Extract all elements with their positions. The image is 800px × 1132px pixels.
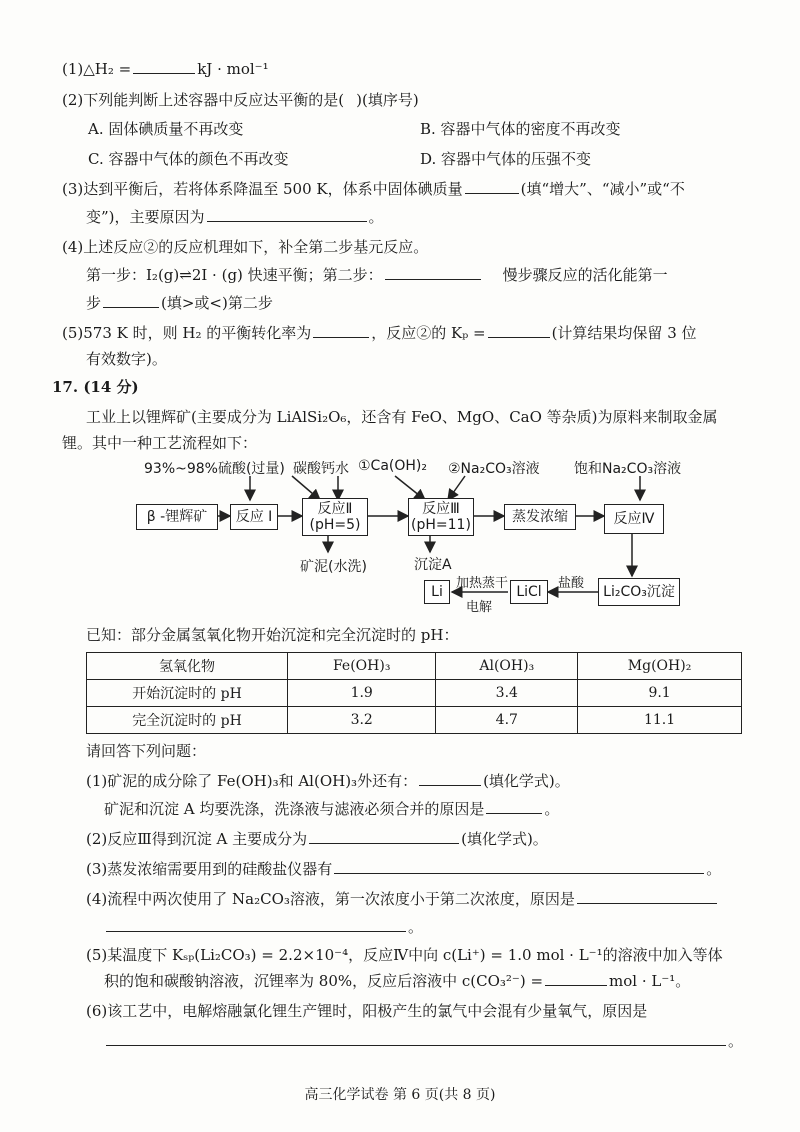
- q16-option-b: B. 容器中气体的密度不再改变: [420, 120, 621, 138]
- reagent-sodium-carbonate: ②Na₂CO₃溶液: [448, 461, 540, 477]
- q16-option-d: D. 容器中气体的压强不变: [420, 150, 592, 168]
- table-header-cell: Al(OH)₃: [436, 653, 578, 680]
- q17-answer-5b: 积的饱和碳酸钠溶液，沉锂率为 80%，反应后溶液中 c(CO₃²⁻) = mol · L⁻¹。: [104, 972, 691, 990]
- q17-answer-6b: 。: [104, 1030, 743, 1052]
- answer-blank[interactable]: [385, 265, 481, 280]
- question-prompt: 请回答下列问题：: [86, 742, 207, 760]
- answer-blank[interactable]: [309, 829, 459, 844]
- answer-blank[interactable]: [465, 179, 519, 194]
- output-ore-mud: 矿泥(水洗): [300, 559, 367, 575]
- table-row: [87, 680, 742, 707]
- q17-answer-1b: 矿泥和沉淀 A 均要洗涤，洗涤液与滤液必须合并的原因是 。: [104, 800, 560, 818]
- known-info: 已知：部分金属氢氧化物开始沉淀和完全沉淀时的 pH：: [86, 626, 459, 644]
- table-cell: 4.7: [436, 707, 578, 734]
- answer-blank[interactable]: [133, 59, 195, 74]
- q16-part1: (1)△H₂ = kJ · mol⁻¹: [62, 60, 269, 78]
- output-precipitate-a: 沉淀A: [414, 557, 452, 573]
- q16-option-a: A. 固体碘质量不再改变: [88, 120, 244, 138]
- q17-answer-4b: 。: [104, 916, 423, 938]
- q17-answer-2: (2)反应Ⅲ得到沉淀 A 主要成分为 (填化学式)。: [86, 830, 548, 848]
- q16-part5-line1: (5)573 K 时，则 H₂ 的平衡转化率为 ，反应②的 Kₚ = (计算结果均保留 3 位: [62, 324, 697, 342]
- reagent-hydrochloric-acid: 盐酸: [558, 576, 585, 591]
- box-reaction-2: 反应Ⅱ (pH=5): [302, 498, 368, 536]
- box-spodumene-ore: β -锂辉矿: [136, 504, 218, 530]
- condition-electrolysis: 电解: [466, 600, 493, 615]
- q17-intro-line2: 锂。其中一种工艺流程如下：: [62, 434, 258, 452]
- q16-part5-line2: 有效数字)。: [86, 350, 167, 368]
- table-cell: 1.9: [288, 680, 436, 707]
- table-cell: 开始沉淀时的 pH: [87, 680, 288, 707]
- table-header-row: [87, 653, 742, 680]
- answer-blank[interactable]: [334, 859, 704, 874]
- table-header-cell: Fe(OH)₃: [288, 653, 436, 680]
- table-cell: 11.1: [578, 707, 742, 734]
- table-cell: 3.4: [436, 680, 578, 707]
- answer-blank[interactable]: [488, 323, 550, 338]
- box-lithium-carbonate: Li₂CO₃沉淀: [598, 578, 680, 606]
- table-row: [87, 707, 742, 734]
- q17-answer-6a: (6)该工艺中，电解熔融氯化锂生产锂时，阳极产生的氯气中会混有少量氧气，原因是: [86, 1002, 648, 1020]
- reagent-sulfuric-acid: 93%~98%硫酸(过量): [144, 461, 285, 477]
- q17-answer-1a: (1)矿泥的成分除了 Fe(OH)₃和 Al(OH)₃外还有： (填化学式)。: [86, 772, 570, 790]
- box-evaporation: 蒸发浓缩: [504, 504, 576, 530]
- table-header-cell: 氢氧化物: [87, 653, 288, 680]
- q16-part4-line2: 第一步：I₂(g)⇌2I · (g) 快速平衡；第二步： 慢步骤反应的活化能第一: [86, 266, 668, 284]
- q17-answer-5a: (5)某温度下 Kₛₚ(Li₂CO₃) = 2.2×10⁻⁴，反应Ⅳ中向 c(Li⁺) = 1.0 mol · L⁻¹的溶液中加入等体: [86, 946, 723, 964]
- table-cell: 9.1: [578, 680, 742, 707]
- box-reaction-3: 反应Ⅲ (pH=11): [408, 498, 474, 536]
- q16-part4-line1: (4)上述反应②的反应机理如下，补全第二步基元反应。: [62, 238, 429, 256]
- reagent-calcium-carbonate: 碳酸钙: [293, 461, 335, 477]
- reagent-water: 水: [335, 461, 349, 477]
- q16-option-c: C. 容器中气体的颜色不再改变: [88, 150, 289, 168]
- answer-blank[interactable]: [106, 1031, 726, 1046]
- q17-intro-line1: 工业上以锂辉矿(主要成分为 LiAlSi₂O₆，还含有 FeO、MgO、CaO 等杂质)为原料来制取金属: [86, 408, 718, 426]
- box-reaction-1: 反应 I: [230, 504, 278, 530]
- table-cell: 3.2: [288, 707, 436, 734]
- answer-blank[interactable]: [577, 889, 717, 904]
- q17-answer-4a: (4)流程中两次使用了 Na₂CO₃溶液，第一次浓度小于第二次浓度，原因是: [86, 888, 719, 910]
- box-reaction-4: 反应Ⅳ: [604, 504, 664, 534]
- reagent-calcium-hydroxide: ①Ca(OH)₂: [358, 458, 427, 474]
- answer-blank[interactable]: [486, 799, 542, 814]
- answer-blank[interactable]: [419, 771, 481, 786]
- box-lithium: Li: [424, 580, 450, 604]
- q16-part2: (2)下列能判断上述容器中反应达平衡的是( )(填序号): [62, 91, 419, 109]
- q17-answer-3: (3)蒸发浓缩需要用到的硅酸盐仪器有 。: [86, 860, 722, 878]
- answer-blank[interactable]: [313, 323, 369, 338]
- q16-part3-line1: (3)达到平衡后，若将体系降温至 500 K，体系中固体碘质量 (填“增大”、“减小”或“不: [62, 180, 685, 198]
- q16-part3-line2: 变”)，主要原因为 。: [86, 208, 384, 226]
- box-lithium-chloride: LiCl: [510, 580, 548, 604]
- process-flow-diagram: [130, 458, 690, 614]
- q16-part4-line3: 步 (填>或<)第二步: [86, 294, 273, 312]
- answer-blank[interactable]: [545, 971, 607, 986]
- reagent-saturated-sodium-carbonate: 饱和Na₂CO₃溶液: [574, 461, 682, 477]
- table-header-cell: Mg(OH)₂: [578, 653, 742, 680]
- ph-table: [86, 652, 742, 734]
- answer-blank[interactable]: [103, 293, 159, 308]
- condition-heat-dry: 加热蒸干: [456, 576, 509, 591]
- table-cell: 完全沉淀时的 pH: [87, 707, 288, 734]
- page-footer: 高三化学试卷 第 6 页(共 8 页): [304, 1087, 496, 1103]
- q17-header: 17. (14 分): [52, 378, 139, 396]
- answer-blank[interactable]: [106, 917, 406, 932]
- answer-blank[interactable]: [207, 207, 367, 222]
